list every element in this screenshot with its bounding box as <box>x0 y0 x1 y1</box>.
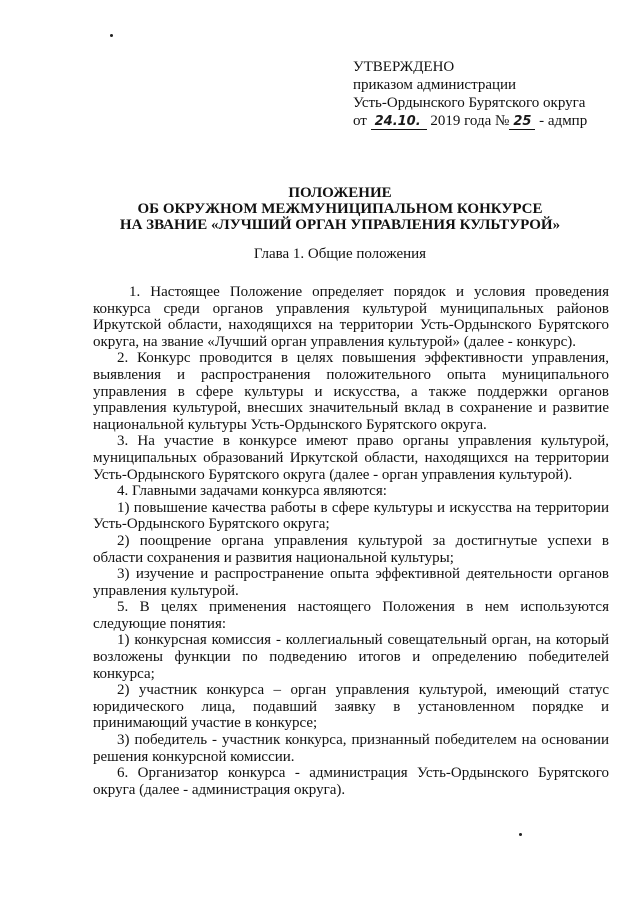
document-title <box>60 185 620 233</box>
scan-speck <box>110 34 113 37</box>
approval-heading: УТВЕРЖДЕНО <box>353 59 455 75</box>
list-item-5-1: 1) конкурсная комиссия - коллегиальный совещательный орган, на который возложены функции по подведению итогов и определению победителей конкурса; <box>93 632 609 682</box>
title-line-1: ПОЛОЖЕНИЕ <box>288 185 392 201</box>
scan-speck <box>519 833 522 836</box>
approval-order-line: приказом администрации <box>353 77 517 93</box>
approval-block <box>353 58 623 130</box>
approval-date-line <box>353 112 623 130</box>
approval-district-line: Усть-Ордынского Бурятского округа <box>353 95 586 111</box>
paragraph-6: 6. Организатор конкурса - администрация Усть-Ордынского Бурятского округа (далее - администрация округа). <box>93 765 609 798</box>
date-prefix: от <box>353 113 367 129</box>
document-body <box>93 284 609 798</box>
paragraph-5: 5. В целях применения настоящего Положения в нем используются следующие понятия: <box>93 599 609 632</box>
list-item-5-3: 3) победитель - участник конкурса, признанный победителем на основании решения конкурсной комиссии. <box>93 732 609 765</box>
list-item-4-2: 2) поощрение органа управления культурой за достигнутые успехи в области сохранения и развития национальной культуры; <box>93 532 609 566</box>
list-item-5-2: 2) участник конкурса – орган управления культурой, имеющий статус юридического лица, подавший заявку в установленном порядке и принимающий участие в конкурсе; <box>93 682 609 732</box>
paragraph-1: 1. Настоящее Положение определяет порядок и условия проведения конкурса среди органов управления культурой муниципальных районов Иркутской области, находящихся на территории Усть-Ордынского Бурятского округа, на звание «Лучший орган управления культурой» (далее - конкурс). <box>93 284 609 350</box>
list-item-4-1: 1) повышение качества работы в сфере культуры и искусства на территории Усть-Ордынского Бурятского округа; <box>93 499 609 533</box>
list-item-4-3: 3) изучение и распространение опыта эффективной деятельности органов управления культурой. <box>93 566 609 599</box>
paragraph-4: 4. Главными задачами конкурса являются: <box>117 483 387 500</box>
paragraph-3: 3. На участие в конкурсе имеют право органы управления культурой, муниципальных образований Иркутской области, находящихся на территории Усть-Ордынского Бурятского округа (далее - орган управления культурой). <box>93 433 609 483</box>
order-suffix: - адмпр <box>539 113 588 129</box>
title-line-2: ОБ ОКРУЖНОМ МЕЖМУНИЦИПАЛЬНОМ КОНКУРСЕ <box>137 201 543 217</box>
title-line-3: НА ЗВАНИЕ «ЛУЧШИЙ ОРГАН УПРАВЛЕНИЯ КУЛЬТУРОЙ» <box>119 217 561 233</box>
year-text: 2019 года № <box>430 113 510 129</box>
paragraph-2: 2. Конкурс проводится в целях повышения эффективности управления, выявления и распространения положительного опыта муниципального управления в сфере культуры и искусства, а также поддержки органов управления культурой, внесших значительный вклад в сохранение и развитие национальной культуры Усть-Ордынского Бурятского округа. <box>93 350 609 433</box>
chapter-heading: Глава 1. Общие положения <box>253 246 427 262</box>
handwritten-date: 24.10. <box>371 115 427 130</box>
handwritten-number: 25 <box>509 115 535 130</box>
